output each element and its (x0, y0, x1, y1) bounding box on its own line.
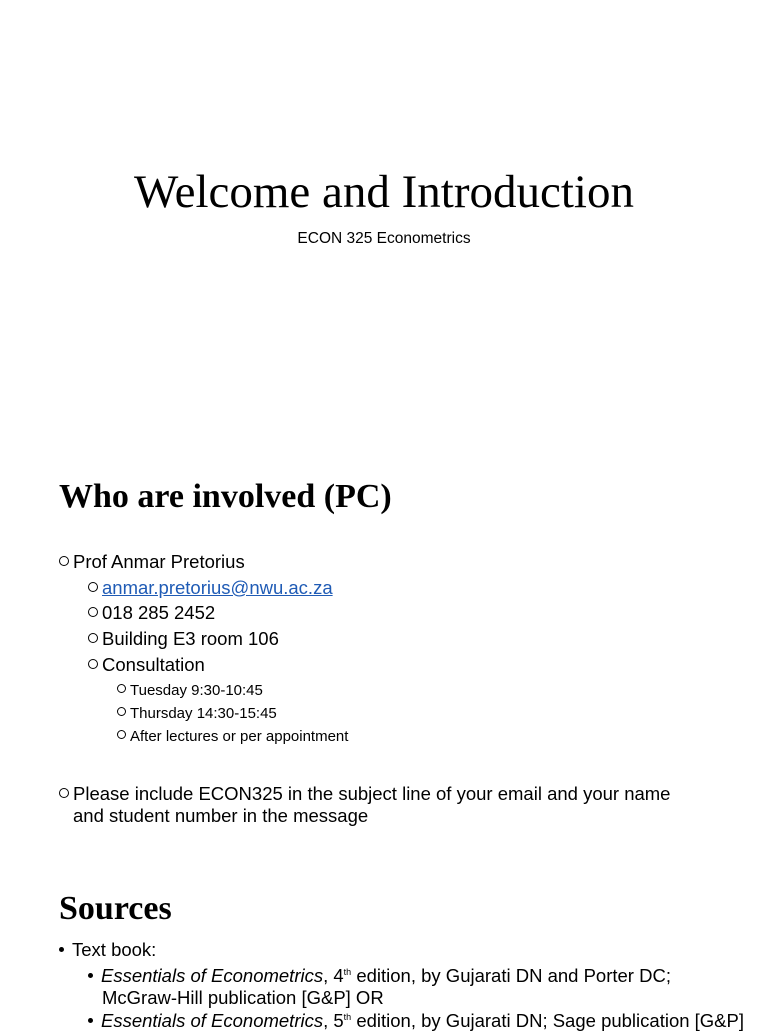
list-item-email (88, 577, 333, 599)
office-location: Building E3 room 106 (102, 628, 279, 649)
edition-ordinal: th (343, 967, 352, 977)
email-note-line2: and student number in the message (73, 805, 369, 826)
email-note-line1: Please include ECON325 in the subject line of your email and your name (73, 783, 671, 804)
list-item-phone (88, 602, 215, 624)
hollow-circle-bullet-icon (88, 659, 98, 669)
consultation-time: After lectures or per appointment (130, 728, 349, 745)
filled-bullet-icon (88, 973, 93, 978)
sources-heading: Sources (59, 890, 172, 927)
consultation-label: Consultation (102, 654, 205, 675)
consultation-time-item (117, 681, 263, 700)
hollow-circle-bullet-icon (117, 707, 126, 716)
email-link[interactable]: anmar.pretorius@nwu.ac.za (102, 577, 333, 598)
consultation-time: Tuesday 9:30-10:45 (130, 682, 263, 699)
hollow-circle-bullet-icon (117, 730, 126, 739)
hollow-circle-bullet-icon (117, 684, 126, 693)
book-title: Essentials of Econometrics (101, 1010, 324, 1031)
filled-bullet-icon (59, 947, 64, 952)
consultation-time: Thursday 14:30-15:45 (130, 705, 277, 722)
contacts-heading: Who are involved (PC) (59, 478, 392, 515)
consultation-time-item (117, 727, 348, 746)
book-publisher: McGraw-Hill publication [G&P] OR (102, 987, 384, 1008)
slide-title: Welcome and Introduction (134, 166, 634, 218)
comma-separator: , (323, 1010, 334, 1031)
book-edition-number: 5 (333, 1010, 344, 1031)
hollow-circle-bullet-icon (59, 788, 69, 798)
book-item (88, 965, 671, 987)
book-details: edition, by Gujarati DN; Sage publication [G&P] (351, 1010, 745, 1031)
book-details: edition, by Gujarati DN and Porter DC; (351, 965, 671, 986)
list-item-person (59, 551, 245, 573)
hollow-circle-bullet-icon (88, 633, 98, 643)
book-edition-number: 4 (333, 965, 344, 986)
consultation-time-item (117, 704, 277, 723)
book-title: Essentials of Econometrics (101, 965, 324, 986)
slide-subtitle: ECON 325 Econometrics (297, 230, 471, 247)
phone-number: 018 285 2452 (102, 602, 216, 623)
book-item (88, 1010, 744, 1032)
person-name: Prof Anmar Pretorius (73, 551, 245, 572)
hollow-circle-bullet-icon (88, 607, 98, 617)
list-item-textbook (59, 939, 156, 961)
edition-ordinal: th (343, 1012, 352, 1022)
list-item-consultation (88, 654, 205, 676)
list-item-office (88, 628, 279, 650)
textbook-label: Text book: (72, 939, 157, 960)
hollow-circle-bullet-icon (88, 582, 98, 592)
filled-bullet-icon (88, 1018, 93, 1023)
comma-separator: , (323, 965, 334, 986)
hollow-circle-bullet-icon (59, 556, 69, 566)
list-item-email-note (59, 783, 670, 805)
